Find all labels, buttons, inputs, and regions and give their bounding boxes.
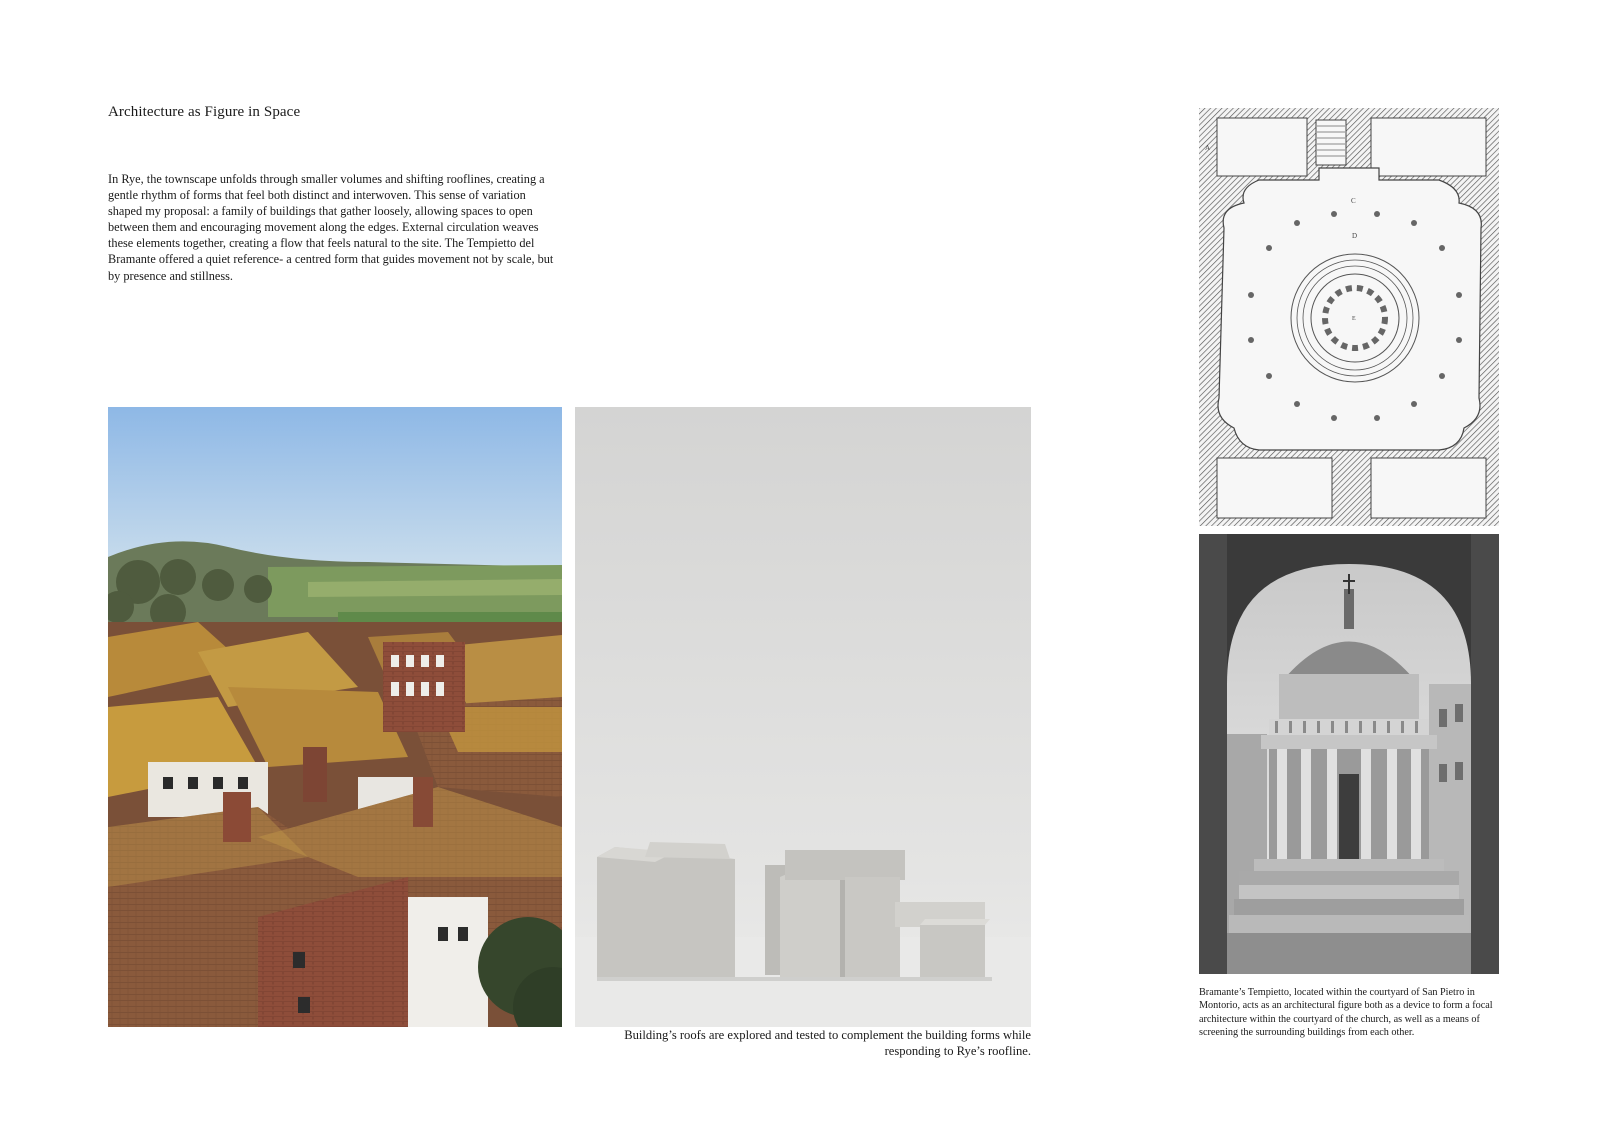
plan-label-a: A [1205, 144, 1211, 152]
roof-model-caption: Building’s roofs are explored and tested to complement the building forms while responding to Rye’s roofline. [624, 1028, 1031, 1059]
tempietto-plan-drawing [1199, 108, 1499, 526]
tempietto-photo [1199, 534, 1499, 974]
page-title: Architecture as Figure in Space [108, 104, 301, 120]
tempietto-caption: Bramante’s Tempietto, located within the courtyard of San Pietro in Montorio, acts as an architectural figure both as a device to form a focal architecture within the courtyard of the church, as well as a means of screening the surrounding buildings from each other. [1199, 987, 1493, 1039]
plan-label-e: E [1352, 316, 1356, 322]
rye-rooftops-photo [108, 407, 562, 1027]
roof-model-photo [575, 407, 1031, 1027]
intro-paragraph: In Rye, the townscape unfolds through smaller volumes and shifting rooflines, creating a gentle rhythm of forms that feel both distinct and interwoven. This sense of variation shaped my proposal: a family of buildings that gather loosely, allowing spaces to open between them and encouraging movement along the edges. External circulation weaves these elements together, creating a flow that feels natural to the site. The Tempietto del Bramante offered a quiet reference- a centred form that guides movement not by scale, but by presence and stillness. [108, 172, 554, 283]
plan-label-d: D [1352, 232, 1358, 240]
plan-label-c: C [1351, 197, 1356, 205]
